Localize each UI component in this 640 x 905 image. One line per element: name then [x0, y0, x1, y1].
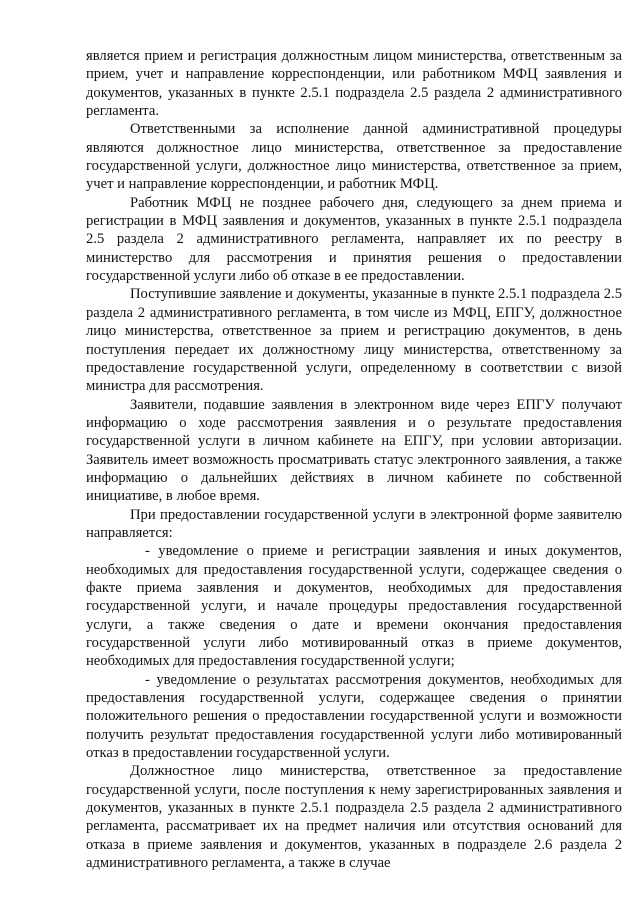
list-item-1: - уведомление о приеме и регистрации заявления и иных документов, необходимых для предоставления государственной услуги, содержащее сведения о факте приема заявления и документов, необходимых для предоставления государственной услуги, и начале процедуры предоставления государственной услуги, а также сведения о дате и времени окончания предоставления государственной услуги либо мотивированный отказ в приеме документов, необходимых для предоставления государственной услуги;: [86, 543, 622, 670]
paragraph-3: Работник МФЦ не позднее рабочего дня, следующего за днем приема и регистрации в МФЦ заявления и документов, указанных в пункте 2.5.1 подраздела 2.5 раздела 2 административного регламента, направляет их по реестру в министерство для рассмотрения и принятия решения о предоставлении государственной услуги либо об отказе в ее предоставлении.: [86, 194, 622, 285]
document-page: [86, 47, 622, 872]
paragraph-1: является прием и регистрация должностным лицом министерства, ответственным за прием, учет и направление корреспонденции, или работником МФЦ заявления и документов, указанных в пункте 2.5.1 подраздела 2.5 раздела 2 административного регламента.: [86, 48, 622, 120]
paragraph-2: Ответственными за исполнение данной административной процедуры являются должностное лицо министерства, ответственное за предоставление государственной услуги, должностное лицо министерства, ответственное за прием, учет и направление корреспонденции, и работник МФЦ.: [86, 121, 622, 193]
paragraph-5: Заявители, подавшие заявления в электронном виде через ЕПГУ получают информацию о ходе рассмотрения заявления и о результате предоставления государственной услуги в личном кабинете на ЕПГУ, при условии авторизации. Заявитель имеет возможность просматривать статус электронного заявления, а также информацию о дальнейших действиях в личном кабинете по собственной инициативе, в любое время.: [86, 396, 622, 505]
list-item-2: - уведомление о результатах рассмотрения документов, необходимых для предоставления государственной услуги, содержащее сведения о принятии положительного решения о предоставлении государственной услуги и возможности получить результат предоставления государственной услуги либо мотивированный отказ в предоставлении государственной услуги.: [86, 671, 622, 762]
paragraph-7: Должностное лицо министерства, ответственное за предоставление государственной услуги, после поступления к нему зарегистрированных заявления и документов, указанных в пункте 2.5.1 подраздела 2.5 раздела 2 административного регламента, рассматривает их на предмет наличия или отсутствия оснований для отказа в приеме заявления и документов, указанных в подразделе 2.6 раздела 2 административного регламента, а также в случае: [86, 763, 622, 872]
paragraph-4: Поступившие заявление и документы, указанные в пункте 2.5.1 подраздела 2.5 раздела 2 административного регламента, в том числе из МФЦ, ЕПГУ, должностное лицо министерства, ответственное за прием и регистрацию документов, в день поступления передает их должностному лицу министерства, ответственному за предоставление государственной услуги, определенному в соответствии с визой министра для рассмотрения.: [86, 286, 622, 395]
paragraph-6: При предоставлении государственной услуги в электронной форме заявителю направляется:: [86, 506, 622, 541]
